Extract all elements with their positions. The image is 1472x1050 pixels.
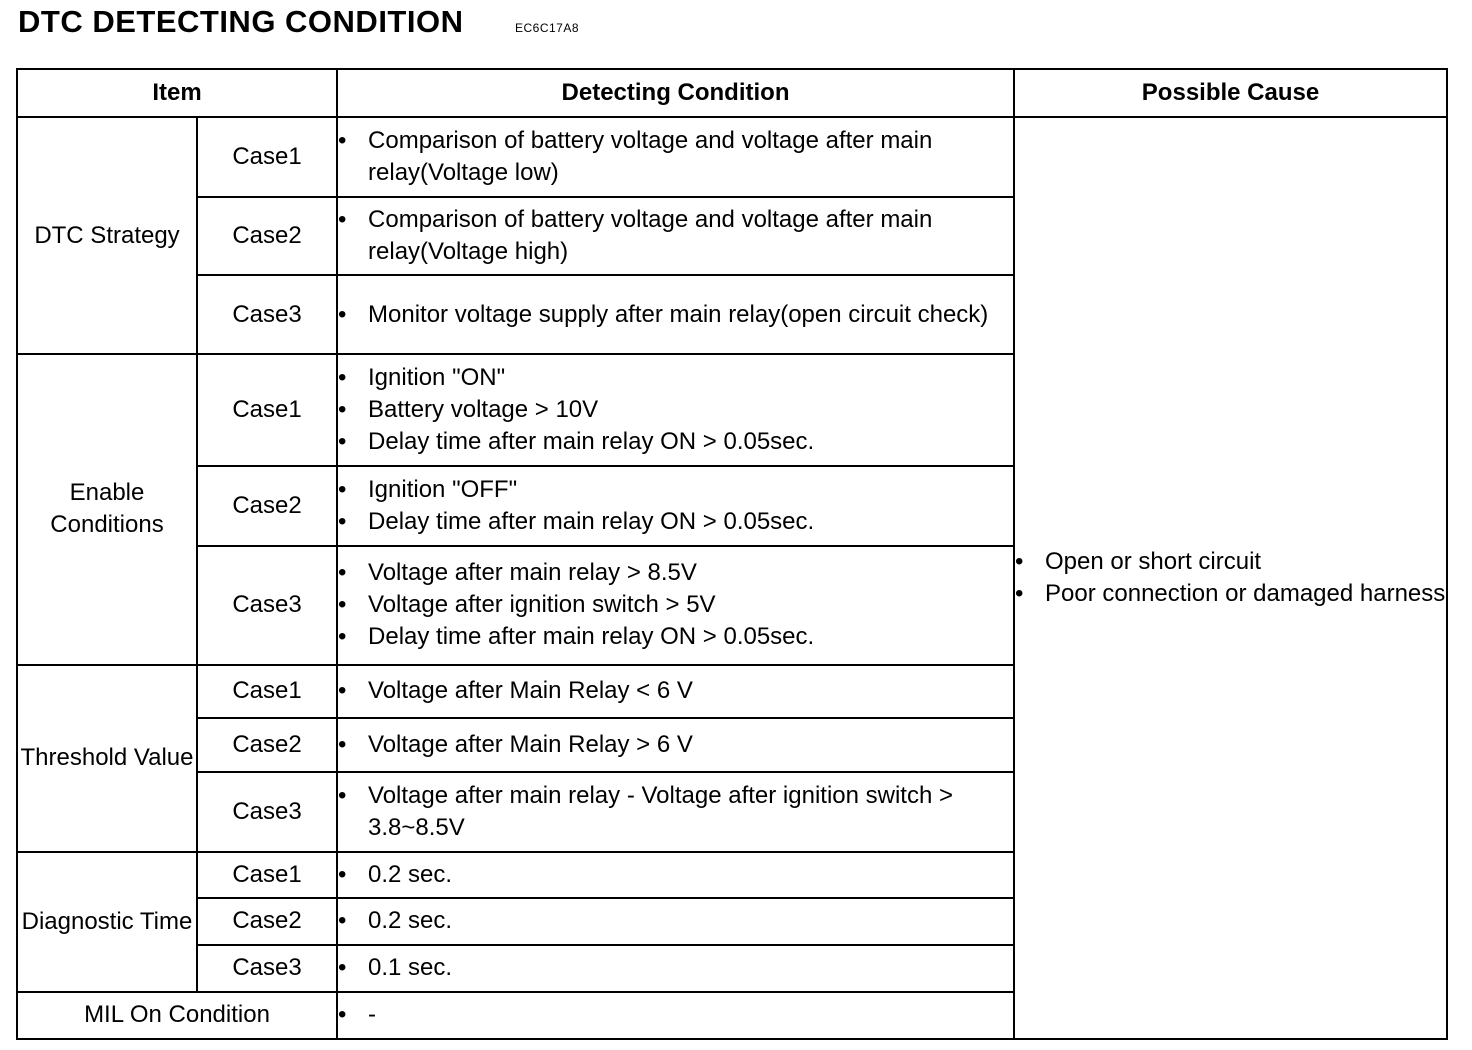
condition-item: • Ignition "OFF" bbox=[338, 474, 1013, 506]
cause-item: • Poor connection or damaged harness bbox=[1015, 578, 1446, 610]
condition-list bbox=[338, 299, 1013, 331]
detecting-condition-cell bbox=[337, 546, 1014, 664]
condition-list bbox=[338, 675, 1013, 707]
dtc-condition-table bbox=[16, 68, 1448, 1040]
condition-item: • Voltage after ignition switch > 5V bbox=[338, 589, 1013, 621]
detecting-condition-cell bbox=[337, 665, 1014, 718]
condition-list bbox=[338, 859, 1013, 891]
condition-list bbox=[338, 557, 1013, 653]
detecting-condition-cell bbox=[337, 117, 1014, 197]
detecting-condition-cell bbox=[337, 945, 1014, 992]
condition-list bbox=[338, 780, 1013, 844]
detecting-condition-cell bbox=[337, 772, 1014, 852]
condition-item: • Delay time after main relay ON > 0.05sec. bbox=[338, 506, 1013, 538]
mil-label: MIL On Condition bbox=[17, 992, 337, 1039]
condition-list bbox=[338, 125, 1013, 189]
case-label: Case3 bbox=[197, 772, 337, 852]
header-row bbox=[17, 69, 1447, 117]
case-label: Case2 bbox=[197, 718, 337, 772]
case-label: Case3 bbox=[197, 546, 337, 664]
detecting-condition-cell bbox=[337, 197, 1014, 275]
condition-item: • Voltage after main relay > 8.5V bbox=[338, 557, 1013, 589]
condition-item: • Comparison of battery voltage and voltage after main relay(Voltage low) bbox=[338, 125, 1013, 189]
detecting-condition-cell bbox=[337, 275, 1014, 354]
detecting-condition-cell bbox=[337, 354, 1014, 466]
group-label: Diagnostic Time bbox=[17, 852, 197, 992]
condition-item: • Battery voltage > 10V bbox=[338, 394, 1013, 426]
case-label: Case3 bbox=[197, 945, 337, 992]
header-detecting-condition: Detecting Condition bbox=[337, 69, 1014, 117]
table-row bbox=[17, 117, 1447, 197]
detecting-condition-cell bbox=[337, 718, 1014, 772]
condition-list bbox=[338, 952, 1013, 984]
cause-list bbox=[1015, 546, 1446, 610]
condition-item: • Comparison of battery voltage and voltage after main relay(Voltage high) bbox=[338, 204, 1013, 268]
document-code: EC6C17A8 bbox=[515, 21, 580, 35]
group-label: Enable Conditions bbox=[17, 354, 197, 664]
detecting-condition-cell bbox=[337, 852, 1014, 898]
condition-item: • Voltage after Main Relay < 6 V bbox=[338, 675, 1013, 707]
cause-item: • Open or short circuit bbox=[1015, 546, 1446, 578]
condition-list bbox=[338, 905, 1013, 937]
condition-item: • Delay time after main relay ON > 0.05sec. bbox=[338, 621, 1013, 653]
condition-item: • 0.2 sec. bbox=[338, 905, 1013, 937]
condition-list bbox=[338, 999, 1013, 1031]
group-label: DTC Strategy bbox=[17, 117, 197, 354]
case-label: Case1 bbox=[197, 665, 337, 718]
mil-condition-cell bbox=[337, 992, 1014, 1039]
case-label: Case1 bbox=[197, 117, 337, 197]
condition-item: • Monitor voltage supply after main relay(open circuit check) bbox=[338, 299, 1013, 331]
group-label: Threshold Value bbox=[17, 665, 197, 852]
case-label: Case1 bbox=[197, 852, 337, 898]
condition-item: • Voltage after main relay - Voltage after ignition switch > 3.8~8.5V bbox=[338, 780, 1013, 844]
condition-list bbox=[338, 204, 1013, 268]
header-item: Item bbox=[17, 69, 337, 117]
detecting-condition-cell bbox=[337, 466, 1014, 546]
case-label: Case3 bbox=[197, 275, 337, 354]
condition-item: • Voltage after Main Relay > 6 V bbox=[338, 729, 1013, 761]
case-label: Case2 bbox=[197, 466, 337, 546]
page-title: DTC DETECTING CONDITION bbox=[18, 4, 464, 39]
case-label: Case1 bbox=[197, 354, 337, 466]
header-possible-cause: Possible Cause bbox=[1014, 69, 1447, 117]
detecting-condition-cell bbox=[337, 898, 1014, 945]
condition-item: • Delay time after main relay ON > 0.05sec. bbox=[338, 426, 1013, 458]
case-label: Case2 bbox=[197, 898, 337, 945]
possible-cause-cell bbox=[1014, 117, 1447, 1039]
condition-item: • Ignition "ON" bbox=[338, 362, 1013, 394]
case-label: Case2 bbox=[197, 197, 337, 275]
condition-list bbox=[338, 474, 1013, 538]
mil-value: • - bbox=[338, 999, 1013, 1031]
condition-list bbox=[338, 362, 1013, 458]
condition-list bbox=[338, 729, 1013, 761]
condition-item: • 0.1 sec. bbox=[338, 952, 1013, 984]
condition-item: • 0.2 sec. bbox=[338, 859, 1013, 891]
